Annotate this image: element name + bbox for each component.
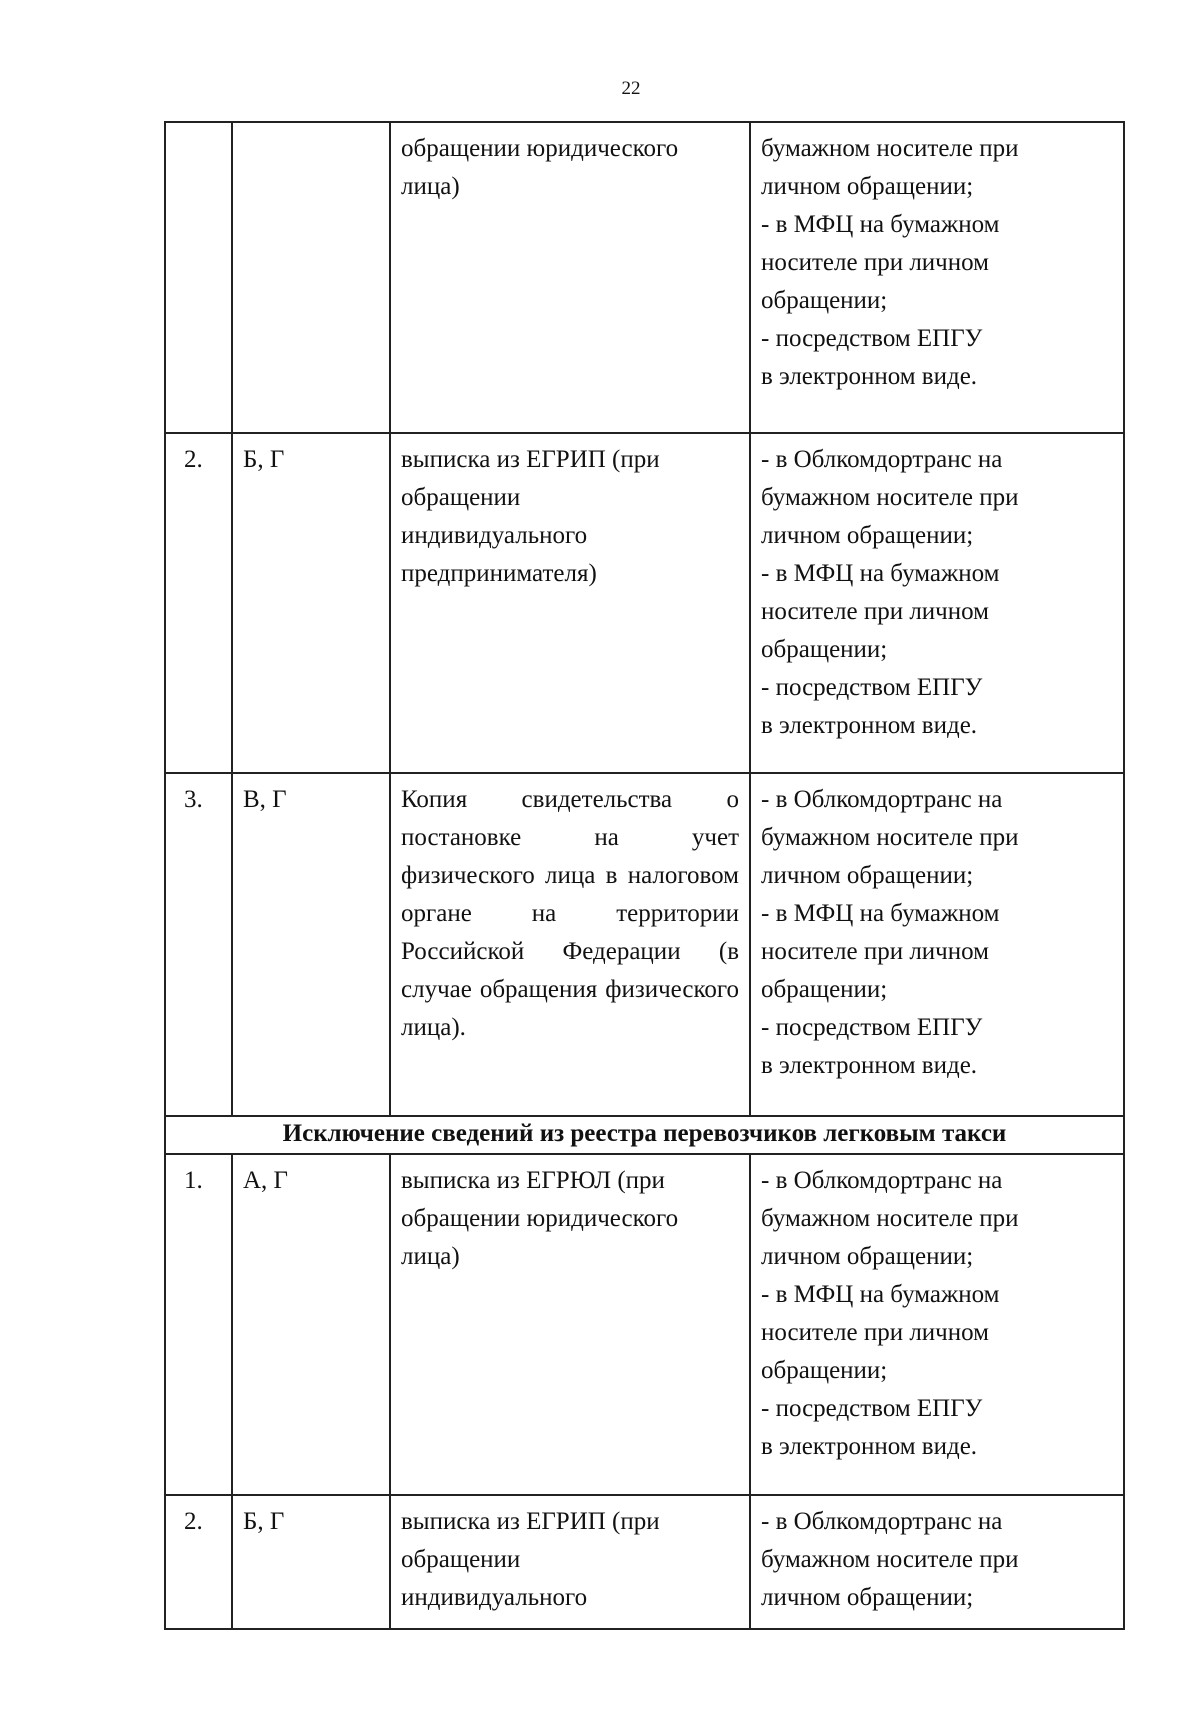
document-cell: выписка из ЕГРИП (при обращении индивидуального: [390, 1495, 750, 1629]
applicant-group-cell: Б, Г: [232, 433, 390, 773]
submission-way-cell: - в Облкомдортранс на бумажном носителе при личном обращении; - в МФЦ на бумажном носителе при личном обращении; - посредством ЕПГУ в электронном виде.: [750, 773, 1124, 1116]
row-number-cell: 3.: [165, 773, 232, 1116]
section-header-row: [165, 1116, 1124, 1154]
row-number-cell: 2.: [165, 433, 232, 773]
applicant-group-cell: А, Г: [232, 1154, 390, 1495]
documents-table: [164, 121, 1125, 1630]
section-title: Исключение сведений из реестра перевозчиков легковым такси: [165, 1116, 1124, 1154]
table-row: [165, 122, 1124, 433]
table-row: [165, 773, 1124, 1116]
submission-way-cell: - в Облкомдортранс на бумажном носителе при личном обращении; - в МФЦ на бумажном носителе при личном обращении; - посредством ЕПГУ в электронном виде.: [750, 433, 1124, 773]
applicant-group-cell: [232, 122, 390, 433]
document-cell: обращении юридического лица): [390, 122, 750, 433]
document-cell: Копия свидетельства о постановке на учет физического лица в налоговом органе на территории Российской Федерации (в случае обращения физического лица).: [390, 773, 750, 1116]
applicant-group-cell: В, Г: [232, 773, 390, 1116]
table-row: [165, 1154, 1124, 1495]
table-row: [165, 1495, 1124, 1629]
document-cell: выписка из ЕГРИП (при обращении индивидуального предпринимателя): [390, 433, 750, 773]
row-number-cell: 1.: [165, 1154, 232, 1495]
page-number: 22: [621, 78, 641, 99]
document-cell: выписка из ЕГРЮЛ (при обращении юридического лица): [390, 1154, 750, 1495]
row-number-cell: 2.: [165, 1495, 232, 1629]
submission-way-cell: - в Облкомдортранс на бумажном носителе при личном обращении; - в МФЦ на бумажном носителе при личном обращении; - посредством ЕПГУ в электронном виде.: [750, 1154, 1124, 1495]
row-number-cell: [165, 122, 232, 433]
table-row: [165, 433, 1124, 773]
submission-way-cell: - в Облкомдортранс на бумажном носителе при личном обращении;: [750, 1495, 1124, 1629]
submission-way-cell: бумажном носителе при личном обращении; - в МФЦ на бумажном носителе при личном обращении; - посредством ЕПГУ в электронном виде.: [750, 122, 1124, 433]
applicant-group-cell: Б, Г: [232, 1495, 390, 1629]
